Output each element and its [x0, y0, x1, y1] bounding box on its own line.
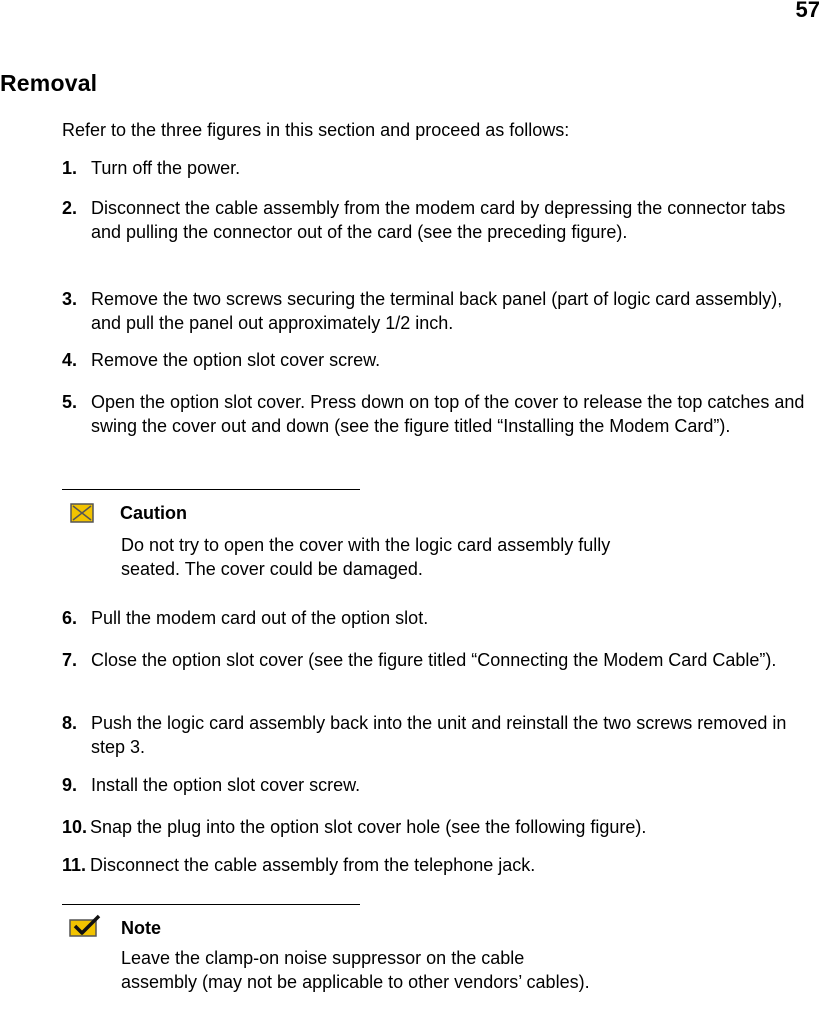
step-text: Remove the two screws securing the terminal back panel (part of logic card assembly), and pull the panel out approximately 1/2 inch.: [91, 289, 783, 333]
note-body: Leave the clamp-on noise suppressor on the cable assembly (may not be applicable to other vendors’ cables).: [121, 948, 590, 992]
section-title: Removal: [0, 70, 98, 96]
step-number: 4.: [62, 350, 78, 370]
step-number: 6.: [62, 608, 78, 628]
caution-icon: [70, 503, 94, 523]
step-text: Push the logic card assembly back into the unit and reinstall the two screws removed in step 3.: [91, 713, 787, 757]
caution-title: Caution: [120, 503, 187, 523]
step-number: 5.: [62, 392, 78, 412]
caution-divider: [62, 489, 360, 490]
step-text: Open the option slot cover. Press down on top of the cover to release the top catches and swing the cover out and down (see the figure titled “Installing the Modem Card”).: [91, 392, 805, 436]
step-number: 8.: [62, 713, 78, 733]
note-divider: [62, 904, 360, 905]
step-text: Disconnect the cable assembly from the telephone jack.: [90, 855, 536, 875]
step-text: Close the option slot cover (see the figure titled “Connecting the Modem Card Cable”).: [91, 650, 777, 670]
step-9: [62, 773, 810, 797]
step-1: [62, 156, 810, 180]
step-text: Pull the modem card out of the option slot.: [91, 608, 429, 628]
step-8: [62, 711, 810, 759]
step-text: Snap the plug into the option slot cover hole (see the following figure).: [90, 817, 647, 837]
step-text: Disconnect the cable assembly from the modem card by depressing the connector tabs and pulling the connector out of the card (see the preceding figure).: [91, 198, 786, 242]
step-3: [62, 287, 810, 335]
step-number: 2.: [62, 198, 78, 218]
step-4: [62, 348, 810, 372]
step-7: [62, 648, 810, 672]
intro-paragraph: Refer to the three figures in this section and proceed as follows:: [62, 120, 570, 140]
step-number: 3.: [62, 289, 78, 309]
step-text: Install the option slot cover screw.: [91, 775, 361, 795]
step-2: [62, 196, 810, 244]
step-number: 11.: [62, 855, 87, 875]
step-text: Remove the option slot cover screw.: [91, 350, 381, 370]
caution-body: Do not try to open the cover with the logic card assembly fully seated. The cover could be damaged.: [121, 535, 611, 579]
step-11: [62, 853, 810, 877]
page-number: 57: [795, 0, 820, 22]
step-10: [62, 815, 810, 839]
step-6: [62, 606, 810, 630]
step-5: [62, 390, 810, 438]
step-number: 7.: [62, 650, 78, 670]
step-number: 1.: [62, 158, 78, 178]
step-number: 9.: [62, 775, 78, 795]
step-text: Turn off the power.: [91, 158, 241, 178]
note-checkmark-icon: [68, 914, 102, 938]
step-number: 10.: [62, 817, 88, 837]
note-title: Note: [121, 918, 161, 938]
